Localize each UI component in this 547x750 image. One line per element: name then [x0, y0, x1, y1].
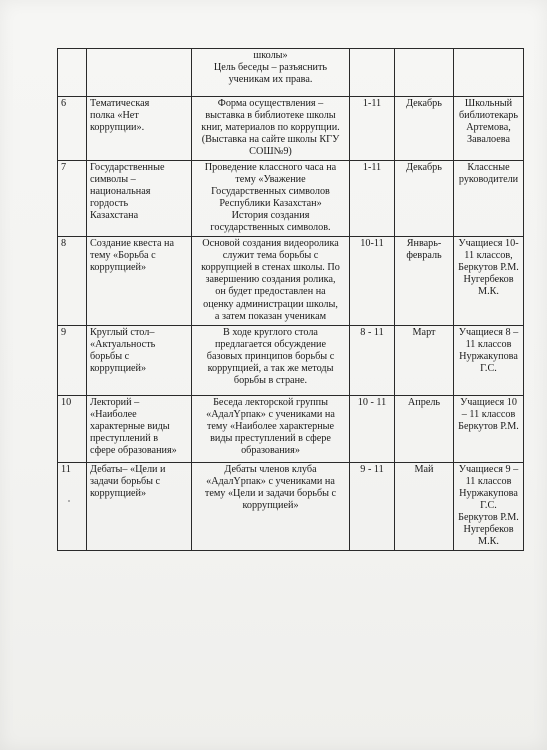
name-line: сфере образования» [90, 444, 177, 456]
cell-responsible [454, 325, 524, 395]
resp-line: Нугербеков [463, 523, 514, 535]
resp-line: М.К. [478, 286, 499, 298]
name-line: коррупции». [90, 122, 145, 134]
cell-grades [350, 49, 395, 97]
desc-line: государственных символов. [210, 222, 331, 234]
row-number: 6 [61, 98, 67, 109]
resp-line: Беркутов Р.М. [458, 262, 519, 274]
name-line: национальная [90, 186, 151, 198]
cell-description [192, 97, 350, 161]
cell-number [58, 49, 87, 97]
resp-line: Школьный [464, 98, 513, 109]
cell-grades [350, 395, 395, 462]
desc-line: школы» [253, 50, 288, 61]
resp-line: Нуржакупова [459, 350, 518, 362]
cell-date [395, 161, 454, 237]
desc-line: служит тема борьбы с [222, 250, 319, 262]
cell-number [58, 325, 87, 395]
name-line: гордость [90, 198, 129, 210]
name-line: задачи борьбы с [90, 475, 161, 487]
cell-event-name [87, 161, 192, 237]
cell-grades [350, 161, 395, 237]
cell-grades [350, 237, 395, 325]
date-text: Март [412, 326, 436, 338]
date-text: Декабрь [406, 162, 442, 174]
table-row [58, 395, 524, 462]
desc-line: завершению создания ролика, [205, 274, 336, 286]
cell-date [395, 462, 454, 550]
resp-line: Беркутов Р.М. [458, 511, 519, 523]
resp-line: руководители [458, 174, 519, 186]
table-row [58, 237, 524, 325]
table-row [58, 325, 524, 395]
cell-date [395, 237, 454, 325]
resp-line: Учащиеся 10- [458, 238, 519, 250]
row-number: 7 [61, 162, 67, 174]
name-line: тему «Борьба с [90, 250, 156, 262]
table-row [58, 49, 524, 97]
desc-line: предлагается обсуждение [214, 338, 327, 350]
desc-line: Форма осуществления – [217, 98, 324, 109]
name-line: Лекторий – [90, 396, 140, 408]
name-line: Казахстана [90, 210, 139, 222]
name-line: борьбы с [90, 350, 130, 362]
resp-line: 11 классов, [464, 250, 513, 262]
cell-description [192, 462, 350, 550]
name-line: «Актуальность [90, 338, 156, 350]
desc-line: оценку администрации школы, [203, 298, 338, 310]
desc-line: виды преступлений в сфере [210, 432, 331, 444]
cell-responsible [454, 237, 524, 325]
desc-line: коррупцией в стенах школы. По [201, 262, 340, 274]
name-line: полка «Нет [90, 110, 139, 122]
date-text: Декабрь [406, 98, 442, 109]
row-number: 8 [61, 238, 67, 250]
desc-line: выставка в библиотеке школы [205, 110, 336, 122]
desc-line: коррупцией, а так же методы [207, 362, 334, 374]
date-text: Январь- февраль [406, 238, 442, 262]
desc-line: В ходе круглого стола [223, 326, 318, 338]
cell-grades [350, 462, 395, 550]
cell-event-name [87, 97, 192, 161]
resp-line: Г.С. [480, 499, 497, 511]
desc-line: История создания [231, 210, 310, 222]
cell-event-name [87, 325, 192, 395]
table-row [58, 161, 524, 237]
resp-line: Артемова, [466, 122, 511, 134]
resp-line: 11 классов [465, 338, 512, 350]
cell-responsible [454, 395, 524, 462]
name-line: Круглый стол– [90, 326, 155, 338]
desc-line: тему «Наиболее характерные [206, 420, 335, 432]
resp-line: – 11 классов [461, 408, 516, 420]
cell-event-name [87, 395, 192, 462]
name-line: коррупцией» [90, 487, 147, 499]
date-text: Май [414, 463, 434, 475]
resp-line: Классные [467, 162, 510, 174]
desc-line: образования» [241, 444, 300, 456]
resp-line: М.К. [478, 535, 499, 547]
grades-text: 8 - 11 [360, 326, 384, 338]
desc-line: базовых принципов борьбы с [206, 350, 335, 362]
row-number: 11 [61, 463, 71, 475]
cell-number [58, 237, 87, 325]
cell-event-name [87, 462, 192, 550]
desc-line: Беседа лекторской группы [213, 396, 328, 408]
desc-line: Цель беседы – разъяснить [213, 62, 328, 74]
resp-line: Беркутов Р.М. [458, 420, 519, 432]
grades-text: 9 - 11 [360, 463, 384, 475]
resp-line: Г.С. [480, 362, 497, 374]
desc-line: а затем показан ученикам [214, 310, 327, 322]
cell-grades [350, 97, 395, 161]
cell-description [192, 237, 350, 325]
cell-date [395, 325, 454, 395]
desc-line: «АдалҮрпак» с учениками на [206, 475, 335, 487]
cell-number [58, 395, 87, 462]
desc-line: тему «Цели и задачи борьбы с [204, 487, 337, 499]
desc-line: Дебаты членов клуба [224, 463, 317, 475]
resp-line: библиотекарь [458, 110, 519, 122]
desc-line: Государственных символов [211, 186, 330, 198]
table-row [58, 462, 524, 550]
cell-date [395, 97, 454, 161]
cell-responsible [454, 161, 524, 237]
cell-date [395, 395, 454, 462]
desc-line: Основой создания видеоролика [202, 238, 339, 250]
row-number: 10 [61, 396, 72, 408]
cell-responsible [454, 97, 524, 161]
desc-line: коррупцией» [242, 499, 299, 511]
name-line: характерные виды [90, 420, 170, 432]
name-line: коррупцией» [90, 262, 147, 274]
date-text: Апрель [407, 396, 441, 408]
cell-number [58, 97, 87, 161]
name-line: символы – [90, 174, 136, 186]
desc-line: (Выставка на сайте школы КГУ [201, 134, 340, 146]
desc-line: ученикам их права. [228, 74, 313, 86]
cell-number [58, 462, 87, 550]
cell-grades [350, 325, 395, 395]
desc-line: борьбы в стране. [233, 374, 308, 386]
resp-line: Учащиеся 9 – [458, 463, 519, 475]
name-line: преступлений в [90, 432, 159, 444]
resp-line: 11 классов [465, 475, 512, 487]
desc-line: «АдалҮрпак» с учениками на [206, 408, 335, 420]
desc-line: Республики Казахстан» [219, 198, 322, 210]
cell-event-name [87, 49, 192, 97]
desc-line: СОШ№9) [249, 146, 292, 158]
cell-date [395, 49, 454, 97]
resp-line: Завалоева [467, 134, 510, 146]
cell-description [192, 161, 350, 237]
cell-number [58, 161, 87, 237]
name-line: Создание квеста на [90, 238, 175, 250]
cell-description [192, 325, 350, 395]
table-row [58, 97, 524, 161]
events-plan-table [57, 48, 524, 551]
resp-line: Нугербеков [463, 274, 514, 286]
name-line: Государственные [90, 162, 165, 174]
grades-text: 10-11 [360, 238, 384, 250]
name-line: коррупцией» [90, 362, 147, 374]
resp-line: Учащиеся 10 [460, 396, 517, 408]
desc-line: он будет предоставлен на [215, 286, 326, 298]
cell-description [192, 49, 350, 97]
cell-description [192, 395, 350, 462]
grades-text: 1-11 [362, 98, 382, 109]
name-line: Тематическая [90, 98, 150, 109]
row-number: 9 [61, 326, 67, 338]
desc-line: Проведение классного часа на [204, 162, 337, 174]
scan-speck [68, 500, 70, 502]
grades-text: 10 - 11 [357, 396, 387, 408]
resp-line: Нуржакупова [459, 487, 518, 499]
cell-event-name [87, 237, 192, 325]
name-line: Дебаты– «Цели и [90, 463, 166, 475]
cell-responsible [454, 462, 524, 550]
resp-line: Учащиеся 8 – [458, 326, 519, 338]
grades-text: 1-11 [362, 162, 382, 174]
desc-line: книг, материалов по коррупции. [201, 122, 340, 134]
desc-line: тему «Уважение [235, 174, 306, 186]
name-line: «Наиболее [90, 408, 137, 420]
cell-responsible [454, 49, 524, 97]
